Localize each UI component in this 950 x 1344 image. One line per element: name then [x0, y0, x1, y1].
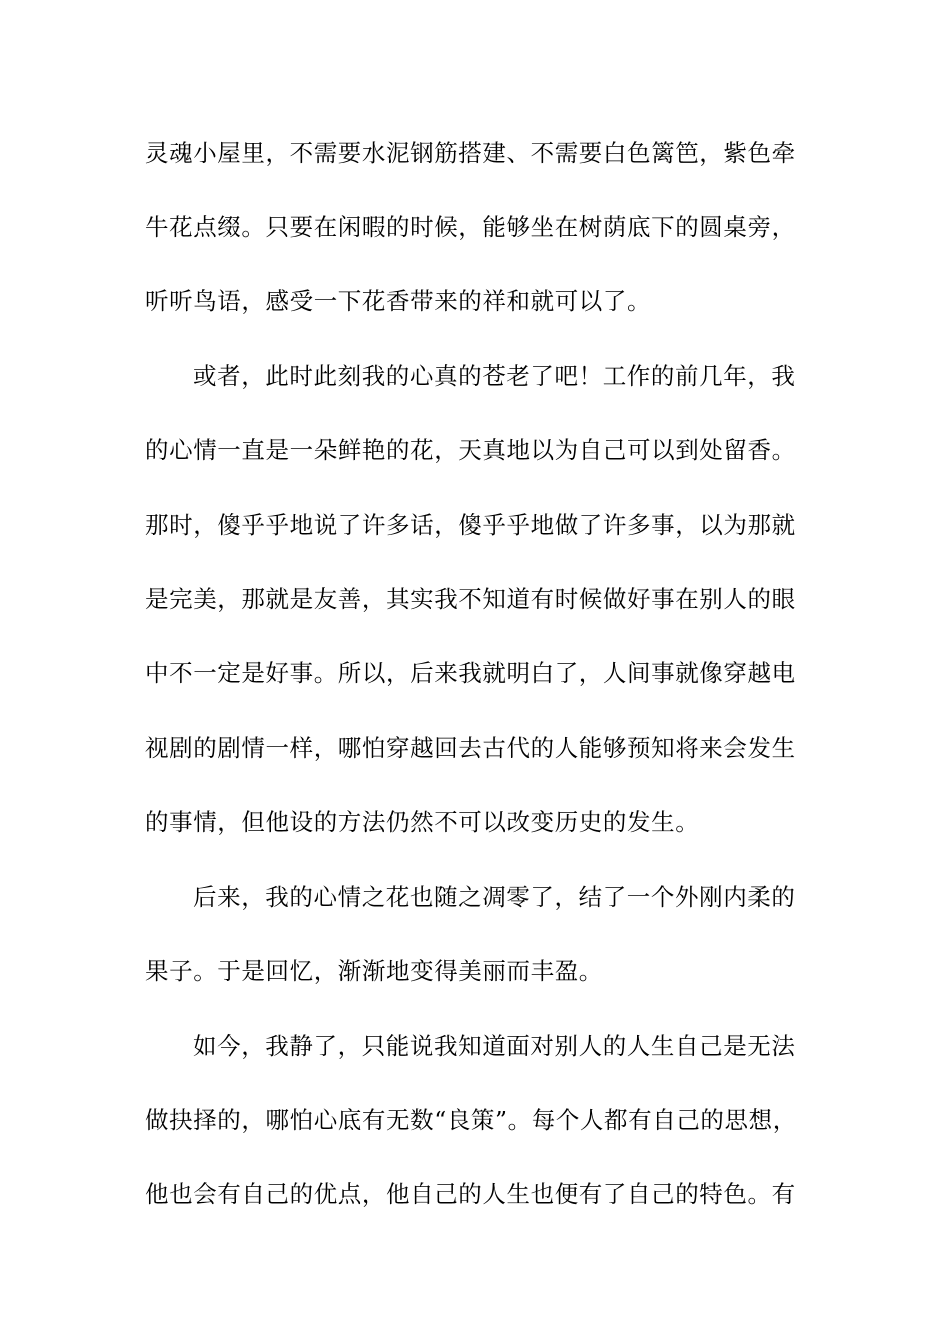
text-line: 做抉择的，哪怕心底有无数“良策”。每个人都有自己的思想， — [145, 1106, 797, 1134]
text-line: 听听鸟语，感受一下花香带来的祥和就可以了。 — [145, 287, 652, 315]
text-line: 他也会有自己的优点，他自己的人生也便有了自己的特色。有 — [145, 1180, 796, 1208]
text-line: 果子。于是回忆，渐渐地变得美丽而丰盈。 — [145, 957, 603, 985]
paragraph-first-line: 如今，我静了，只能说我知道面对别人的人生自己是无法 — [193, 1032, 796, 1060]
paragraph-first-line: 或者，此时此刻我的心真的苍老了吧！工作的前几年，我 — [193, 362, 796, 390]
text-line: 是完美，那就是友善，其实我不知道有时候做好事在别人的眼 — [145, 585, 796, 613]
text-line: 的事情，但他设的方法仍然不可以改变历史的发生。 — [145, 808, 700, 836]
text-line: 牛花点缀。只要在闲暇的时候，能够坐在树荫底下的圆桌旁， — [145, 213, 796, 241]
text-line: 灵魂小屋里，不需要水泥钢筋搭建、不需要白色篱笆，紫色牵 — [145, 139, 796, 167]
text-line: 那时，傻乎乎地说了许多话，傻乎乎地做了许多事，以为那就 — [145, 511, 796, 539]
text-line: 中不一定是好事。所以，后来我就明白了，人间事就像穿越电 — [145, 659, 796, 687]
text-line: 视剧的剧情一样，哪怕穿越回去古代的人能够预知将来会发生 — [145, 734, 796, 762]
paragraph-first-line: 后来，我的心情之花也随之凋零了，结了一个外刚内柔的 — [193, 883, 796, 911]
text-line: 的心情一直是一朵鲜艳的花，天真地以为自己可以到处留香。 — [145, 436, 796, 464]
